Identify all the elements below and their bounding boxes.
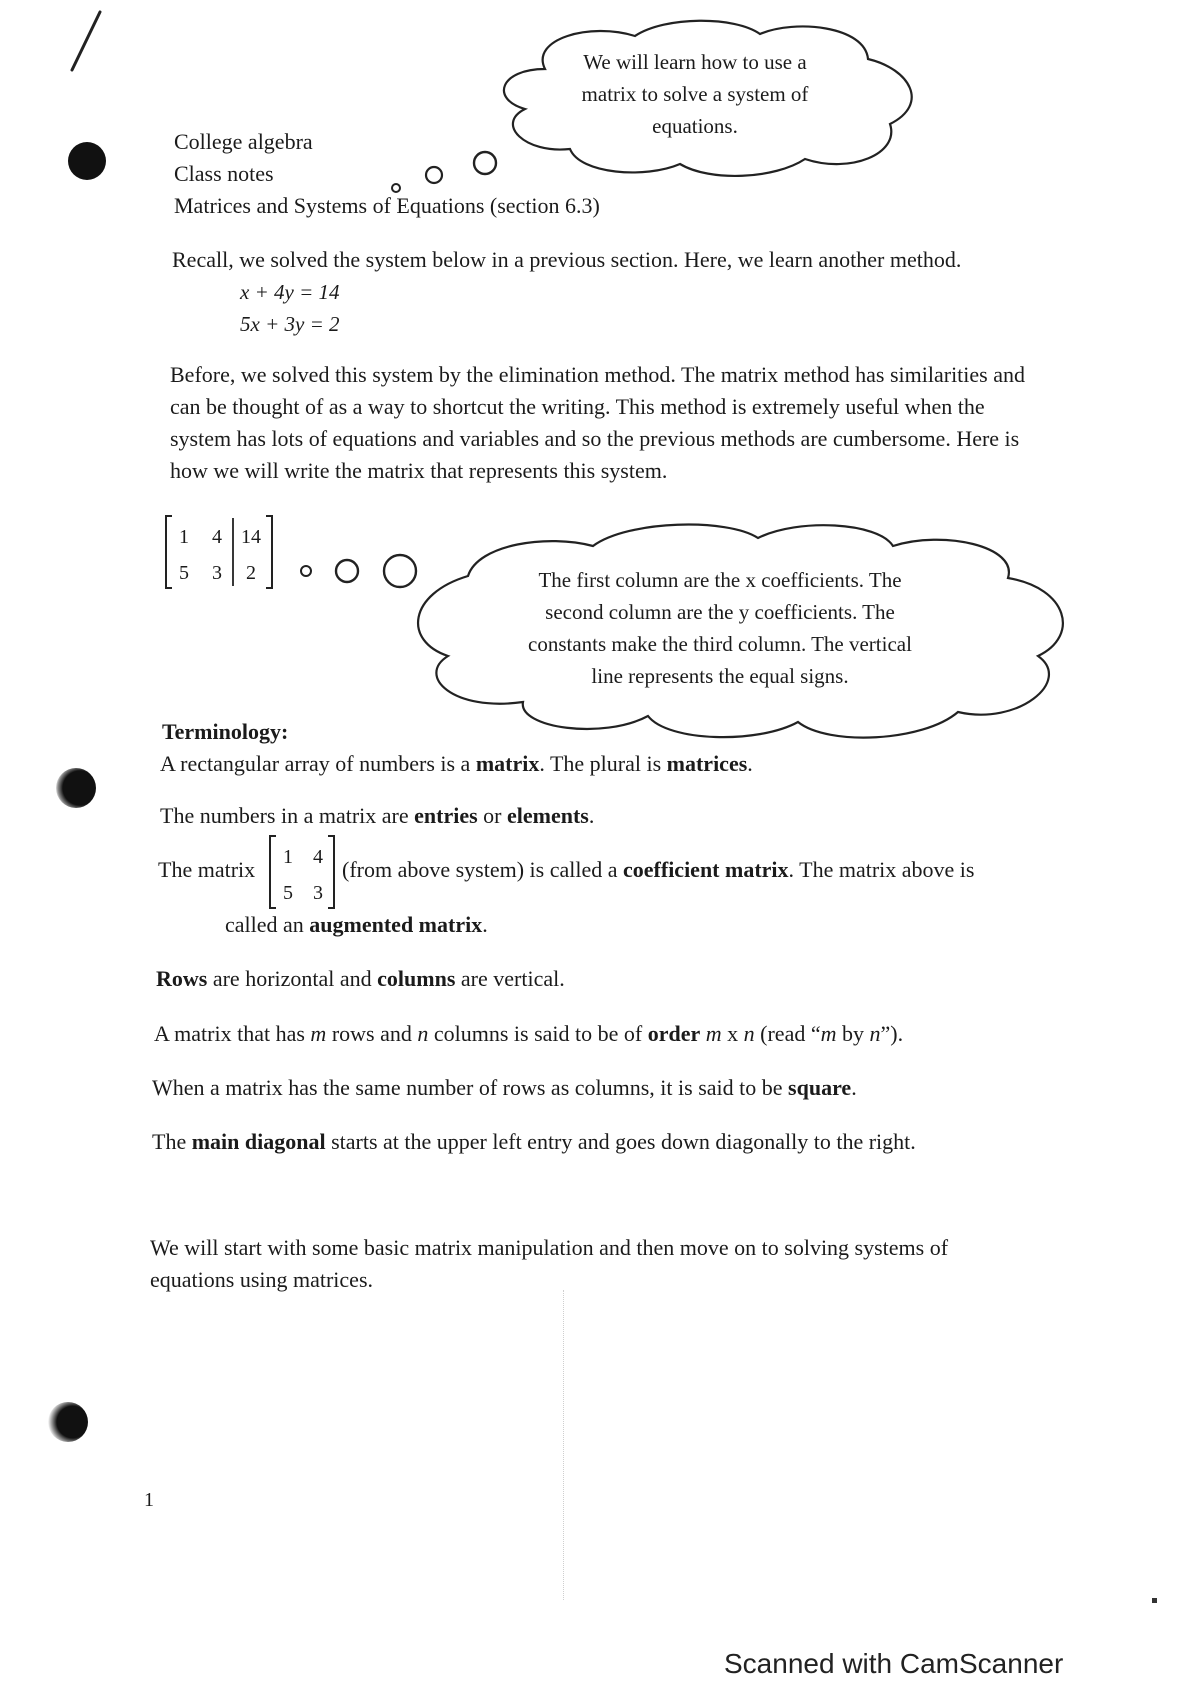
matrix-def-e: . <box>747 751 753 776</box>
faint-fold-line <box>563 1290 564 1600</box>
main-diagonal-term: main diagonal <box>191 1129 326 1154</box>
augmented-matrix <box>162 514 282 590</box>
coef-d: . The matrix above is <box>788 857 975 882</box>
page-number: 1 <box>144 1489 154 1511</box>
class-notes: Class notes <box>174 161 274 186</box>
bubble-top-line-2: matrix to solve a system of <box>581 82 809 106</box>
coef-m11: 1 <box>283 846 293 868</box>
order-m3: m <box>820 1021 837 1046</box>
terminology-heading: Terminology: <box>162 719 289 744</box>
entries-c: or <box>477 803 507 828</box>
bubble-mid-line-2: second column are the y coefficients. The <box>545 600 895 624</box>
order-n3: n <box>869 1021 881 1046</box>
closing-paragraph <box>150 1232 1050 1296</box>
aug-r2-c1: 5 <box>179 562 189 584</box>
coef-b: (from above system) is called a <box>342 857 624 882</box>
bubble-mid-line-4: line represents the equal signs. <box>591 664 849 688</box>
closing-line-2: equations using matrices. <box>150 1267 374 1292</box>
closing-line-1: We will start with some basic matrix manipulation and then move on to solving systems of <box>150 1235 949 1260</box>
before-line-3: system has lots of equations and variables and so the previous methods are cumbersome. Here is <box>170 426 1020 451</box>
hole-punch-3 <box>48 1402 88 1442</box>
coef-m12: 4 <box>313 846 323 868</box>
matrix-term: matrix <box>475 751 540 776</box>
recall-text: Recall, we solved the system below in a previous section. Here, we learn another method. <box>172 247 962 272</box>
coef-intro: The matrix <box>158 857 256 882</box>
matrix-def-a: A rectangular array of numbers is a <box>160 751 476 776</box>
pen-mark <box>60 8 110 74</box>
entries-term: entries <box>414 803 478 828</box>
coef-m21: 5 <box>283 882 293 904</box>
matrix-definition <box>160 748 753 780</box>
before-paragraph <box>170 359 1050 487</box>
before-line-4: how we will write the matrix that represents this system. <box>170 458 668 483</box>
course-title: College algebra <box>174 129 313 154</box>
bubble-mid-text <box>500 564 940 692</box>
square-definition <box>152 1072 857 1104</box>
section-title: Matrices and Systems of Equations (section 6.3) <box>174 193 600 218</box>
equation-1: x + 4y = 14 <box>240 280 340 304</box>
square-term: square <box>788 1075 852 1100</box>
coefficient-matrix-term: coefficient matrix <box>623 857 789 882</box>
bubble-mid-line-1: The first column are the x coefficients. The <box>538 568 902 592</box>
order-x: x <box>721 1021 744 1046</box>
square-c: . <box>851 1075 857 1100</box>
aug-r1-c1: 1 <box>179 526 189 548</box>
speck <box>1152 1598 1157 1603</box>
order-m2: m <box>705 1021 722 1046</box>
order-n2: n <box>743 1021 755 1046</box>
equation-2: 5x + 3y = 2 <box>240 312 340 336</box>
columns-term: columns <box>377 966 456 991</box>
before-line-2: can be thought of as a way to shortcut the writing. This method is extremely useful when the <box>170 394 985 419</box>
rows-columns-definition <box>156 963 565 995</box>
rows-d: are vertical. <box>455 966 565 991</box>
order-l: by <box>836 1021 870 1046</box>
augmented-matrix-term: augmented matrix <box>309 912 483 937</box>
coef-m22: 3 <box>313 882 323 904</box>
bubble-mid-line-3: constants make the third column. The vertical <box>528 632 912 656</box>
coef-description <box>342 854 974 886</box>
hole-punch-2 <box>56 768 96 808</box>
diagonal-definition <box>152 1126 916 1158</box>
order-a: A matrix that has <box>154 1021 311 1046</box>
bubble-top-line-1: We will learn how to use a <box>583 50 807 74</box>
before-line-1: Before, we solved this system by the elimination method. The matrix method has similarities and <box>170 362 1025 387</box>
bubble-top-text <box>545 46 845 142</box>
order-end: ”). <box>880 1021 904 1046</box>
diagonal-c: starts at the upper left entry and goes down diagonally to the right. <box>325 1129 916 1154</box>
order-term: order <box>647 1021 701 1046</box>
order-definition <box>154 1018 903 1050</box>
aug-r2-c2: 3 <box>212 562 222 584</box>
entries-definition <box>160 800 594 832</box>
elements-term: elements <box>507 803 589 828</box>
order-n: n <box>417 1021 429 1046</box>
diagonal-a: The <box>152 1129 192 1154</box>
coef-g: . <box>482 912 488 937</box>
order-c: rows and <box>326 1021 418 1046</box>
order-e: columns is said to be of <box>428 1021 648 1046</box>
hole-punch-1 <box>68 142 106 180</box>
matrices-term: matrices <box>666 751 748 776</box>
order-j: (read “ <box>754 1021 821 1046</box>
entries-a: The numbers in a matrix are <box>160 803 415 828</box>
order-m: m <box>310 1021 327 1046</box>
matrix-def-c: . The plural is <box>539 751 667 776</box>
coef-e: called an <box>225 912 310 937</box>
coefficient-matrix <box>266 834 340 910</box>
square-a: When a matrix has the same number of rows as columns, it is said to be <box>152 1075 789 1100</box>
rows-b: are horizontal and <box>207 966 378 991</box>
aug-r1-c2: 4 <box>212 526 222 548</box>
bubble-top-line-3: equations. <box>652 114 738 138</box>
aug-r1-c3: 14 <box>241 526 261 548</box>
augmented-line <box>225 909 488 941</box>
rows-term: Rows <box>156 966 208 991</box>
aug-r2-c3: 2 <box>246 562 256 584</box>
entries-e: . <box>588 803 595 828</box>
scanner-watermark: Scanned with CamScanner <box>724 1648 1064 1679</box>
